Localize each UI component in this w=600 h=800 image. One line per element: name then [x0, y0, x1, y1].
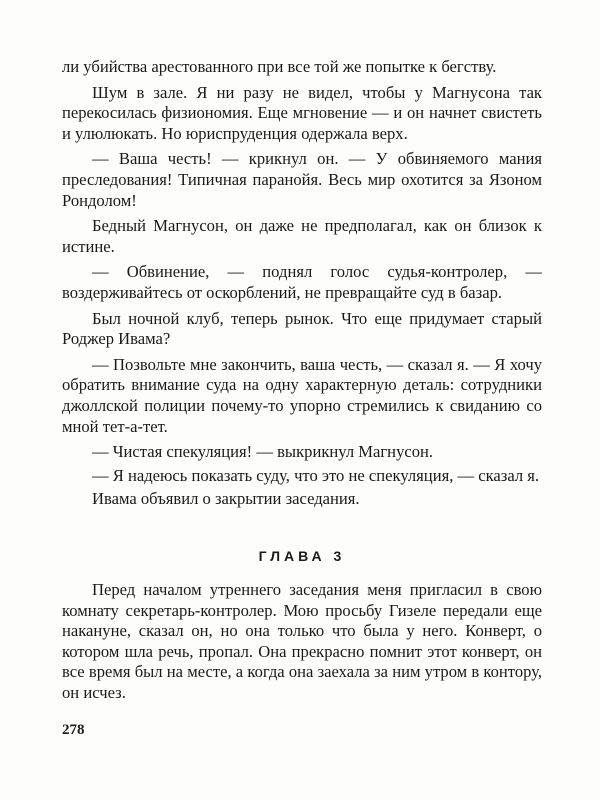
paragraph-your-honor: — Ваша честь! — крикнул он. — У обвиняемого мания преследования! Типичная паранойя. Весь мир охотится за Язоном Рондолом! — [62, 149, 542, 210]
main-text-top — [62, 57, 542, 515]
paragraph-hope-to-show: — Я надеюсь показать суду, что это не спекуляция, — сказал я. — [92, 465, 540, 485]
paragraph-allow-me: — Позвольте мне закончить, ваша честь, — сказал я. — Я хочу обратить внимание суда на одну характерную деталь: сотрудники джоллской полиции почему-то упорно стремились к свиданию со мной тет-а-тет. — [62, 354, 542, 436]
page-number: 278 — [62, 722, 85, 738]
paragraph-morning-session: Перед началом утреннего заседания меня пригласил в свою комнату секретарь-контролер. Мою просьбу Гизеле передали еще накануне, сказал он, но она только что была у него. Конверт, о котором шла речь, пропал. Она прекрасно помнит этот конверт, он все время был на месте, а когда она заехала за ним утром в контору, он исчез. — [62, 580, 542, 702]
paragraph-continuation: ли убийства арестованного при все той же попытке к бегству. — [62, 57, 497, 76]
paragraph-night-club: Был ночной клуб, теперь рынок. Что еще придумает старый Роджер Ивама? — [62, 308, 542, 349]
paragraph-noise-in-hall: Шум в зале. Я ни разу не видел, чтобы у Магнусона так перекосилась физиономия. Еще мгновение — и он начнет свистеть и улюлюкать. Но юриспруденция одержала верх. — [62, 82, 542, 143]
paragraph-session-closed: Ивама объявил о закрытии заседания. — [92, 489, 360, 509]
main-text-bottom — [62, 580, 542, 709]
paragraph-poor-magnuson: Бедный Магнусон, он даже не предполагал, как он близок к истине. — [62, 216, 542, 256]
chapter-heading: ГЛАВА 3 — [258, 548, 346, 564]
paragraph-judge-warning: — Обвинение, — поднял голос судья-контролер, — воздерживайтесь от оскорблений, не превращайте суд в базар. — [62, 262, 542, 302]
paragraph-pure-speculation: — Чистая спекуляция! — выкрикнул Магнусон. — [92, 442, 434, 462]
